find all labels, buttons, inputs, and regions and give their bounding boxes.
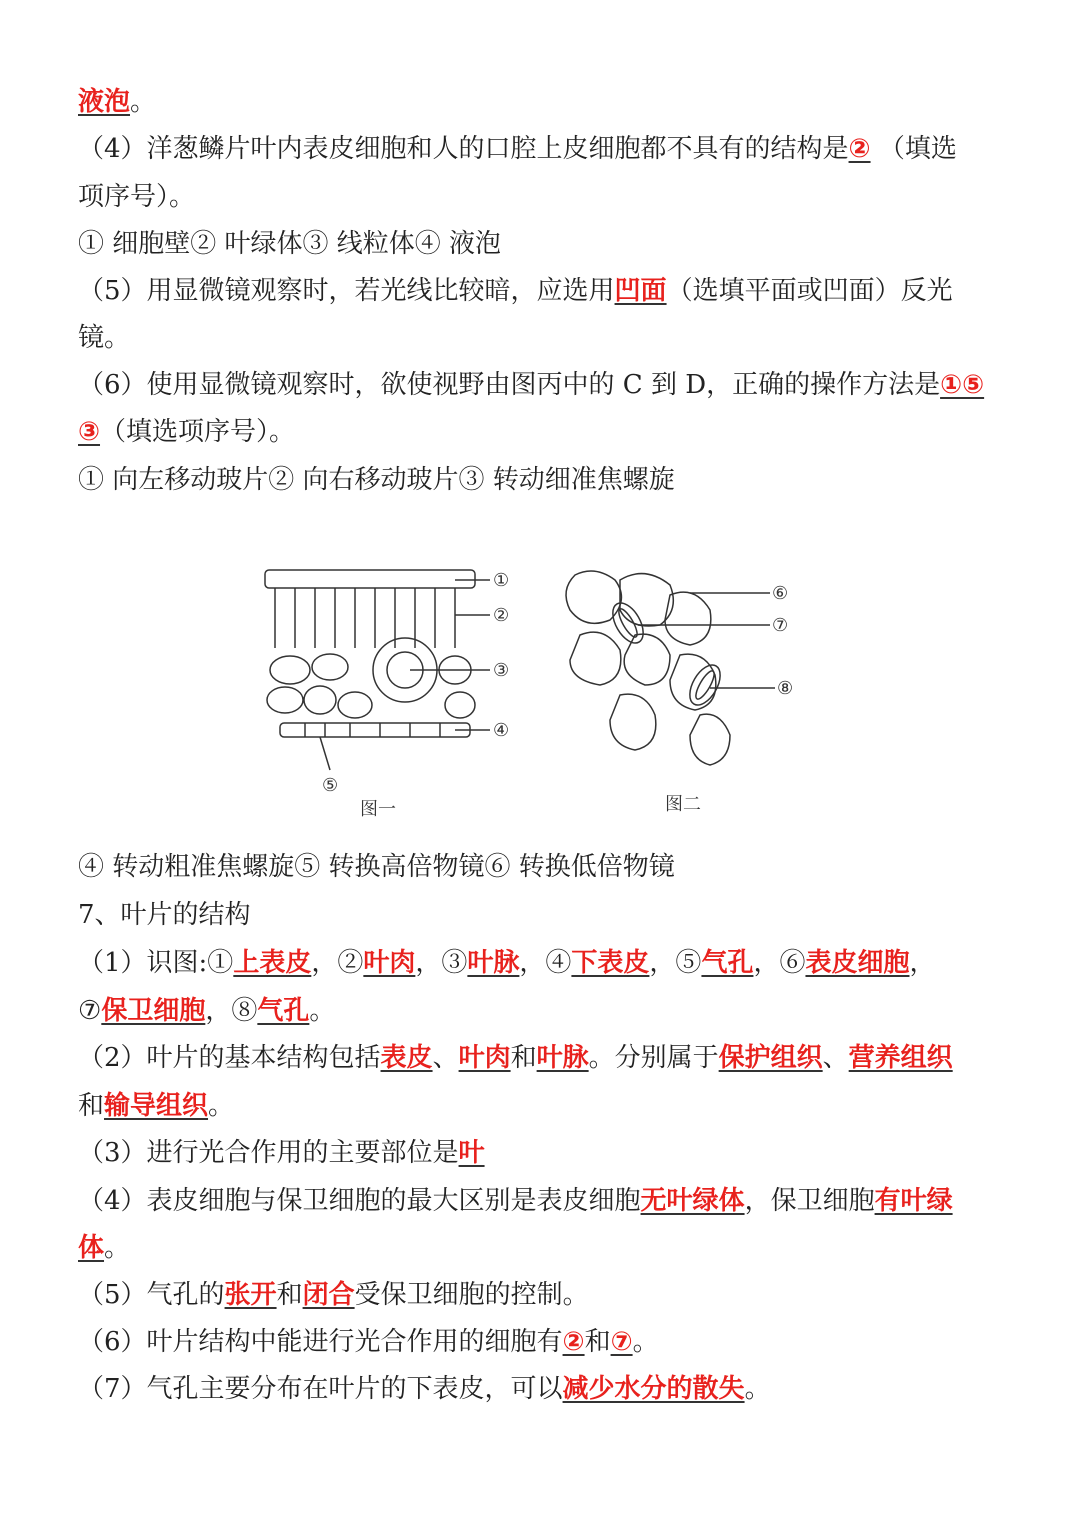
body-text: （4）表皮细胞与保卫细胞的最大区别是表皮细胞 (78, 1186, 641, 1216)
body-text: 7、叶片的结构 (78, 900, 251, 930)
body-text: ，保卫细胞 (744, 1186, 875, 1216)
fig1-caption: 图一 (360, 799, 396, 820)
body-text: （5）用显微镜观察时，若光线比较暗，应选用 (78, 276, 615, 306)
answer-text: 叶脉 (536, 1043, 589, 1073)
answer-text: 保护组织 (718, 1043, 823, 1073)
body-text: 和 (510, 1043, 537, 1073)
leaf-diagram (250, 555, 810, 840)
body-text: （6）叶片结构中能进行光合作用的细胞有 (78, 1327, 563, 1357)
answer-text: 叶脉 (467, 948, 520, 978)
answer-text: 气孔 (701, 948, 754, 978)
body-text: ，⑥ (753, 948, 806, 978)
text-line (78, 898, 251, 932)
body-text: （填选项序号）。 (100, 417, 296, 447)
answer-text: 上表皮 (233, 948, 312, 978)
body-text: 和 (584, 1327, 611, 1357)
answer-text: 输导组织 (104, 1091, 209, 1121)
body-text: ，⑤ (649, 948, 702, 978)
answer-text: 闭合 (302, 1280, 355, 1310)
text-line (78, 1278, 589, 1312)
body-text: （选填平面或凹面）反光 (666, 276, 953, 306)
fig2-caption: 图二 (665, 794, 701, 815)
text-line (78, 321, 130, 355)
body-text: （6）使用显微镜观察时，欲使视野由图丙中的 C 到 D，正确的操作方法是 (78, 370, 941, 400)
answer-text: 叶 (458, 1138, 485, 1168)
text-line (78, 368, 984, 402)
body-text: ① 向左移动玻片② 向右移动玻片③ 转动细准焦螺旋 (78, 465, 675, 495)
text-line (78, 1089, 234, 1123)
answer-text: 下表皮 (571, 948, 650, 978)
answer-text: 液泡 (78, 87, 131, 117)
text-line (78, 1136, 485, 1170)
body-text: ， (909, 948, 936, 978)
body-text: 、 (822, 1043, 849, 1073)
fig2-label-8: ⑧ (777, 678, 794, 699)
fig1-label-2: ② (493, 605, 510, 626)
fig1-label-5: ⑤ (322, 775, 339, 796)
epidermis-surface-view (566, 571, 775, 765)
answer-text: 减少水分的散失 (562, 1374, 745, 1404)
body-text: （5）气孔的 (78, 1280, 225, 1310)
text-line (78, 85, 156, 119)
answer-text: ⑦ (610, 1327, 633, 1357)
text-line (78, 132, 957, 166)
body-text: （4）洋葱鳞片叶内表皮细胞和人的口腔上皮细胞都不具有的结构是 (78, 134, 849, 164)
body-text: ⑦ (78, 996, 102, 1026)
text-line (78, 1372, 771, 1406)
body-text: 。分别属于 (588, 1043, 719, 1073)
body-text: （7）气孔主要分布在叶片的下表皮，可以 (78, 1374, 563, 1404)
text-line (78, 1041, 953, 1075)
body-text: 镜。 (78, 323, 131, 353)
fig2-label-7: ⑦ (772, 615, 789, 636)
answer-text: 叶肉 (363, 948, 416, 978)
fig1-label-3: ③ (493, 660, 510, 681)
answer-text: ② (848, 134, 871, 164)
body-text: （2）叶片的基本结构包括 (78, 1043, 381, 1073)
fig1-label-4: ④ (493, 720, 510, 741)
text-line (78, 994, 335, 1028)
body-text: 项序号）。 (78, 182, 196, 212)
body-text: （填选 (870, 134, 957, 164)
body-text: （1）识图:① (78, 948, 234, 978)
body-text: ，④ (519, 948, 572, 978)
fig1-label-1: ① (493, 570, 510, 591)
answer-text: ② (562, 1327, 585, 1357)
answer-text: ③ (78, 417, 101, 447)
body-text: 受保卫细胞的控制。 (354, 1280, 589, 1310)
leaf-cross-section (265, 570, 490, 770)
text-line (78, 1184, 953, 1218)
answer-text: 保卫细胞 (101, 996, 206, 1026)
body-text: （3）进行光合作用的主要部位是 (78, 1138, 459, 1168)
body-text: ④ 转动粗准焦螺旋⑤ 转换高倍物镜⑥ 转换低倍物镜 (78, 852, 675, 882)
answer-text: 营养组织 (848, 1043, 953, 1073)
text-line (78, 274, 953, 308)
body-text: 和 (78, 1091, 105, 1121)
body-text: ，③ (415, 948, 468, 978)
text-line (78, 946, 936, 980)
answer-text: 表皮 (380, 1043, 433, 1073)
answer-text: 有叶绿 (874, 1186, 953, 1216)
answer-text: ①⑤ (940, 370, 985, 400)
answer-text: 无叶绿体 (640, 1186, 745, 1216)
answer-text: 张开 (224, 1280, 277, 1310)
body-text: 。 (632, 1327, 659, 1357)
body-text: 。 (104, 1233, 131, 1263)
answer-text: 叶肉 (458, 1043, 511, 1073)
text-line (78, 850, 675, 884)
text-line (78, 180, 195, 214)
text-line (78, 415, 295, 449)
body-text: 、 (432, 1043, 459, 1073)
body-text: ，⑧ (205, 996, 258, 1026)
text-line (78, 463, 675, 497)
answer-text: 体 (78, 1233, 105, 1263)
body-text: 。 (744, 1374, 771, 1404)
body-text: ，② (311, 948, 364, 978)
answer-text: 气孔 (257, 996, 310, 1026)
text-line (78, 227, 501, 261)
text-line (78, 1325, 659, 1359)
body-text: ① 细胞壁② 叶绿体③ 线粒体④ 液泡 (78, 229, 502, 259)
body-text: 。 (130, 87, 157, 117)
body-text: 。 (309, 996, 336, 1026)
answer-text: 凹面 (614, 276, 667, 306)
fig2-label-6: ⑥ (772, 583, 789, 604)
answer-text: 表皮细胞 (805, 948, 910, 978)
text-line (78, 1231, 130, 1265)
body-text: 。 (208, 1091, 235, 1121)
body-text: 和 (276, 1280, 303, 1310)
leaf-structure-figure (250, 555, 810, 840)
